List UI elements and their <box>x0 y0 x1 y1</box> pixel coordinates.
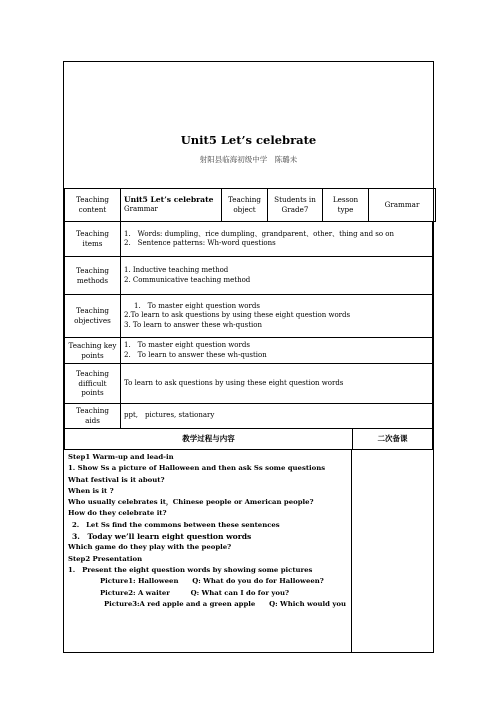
process-line: When is it ? <box>68 486 114 495</box>
info-table <box>64 188 436 222</box>
lesson-type-value: Grammar <box>369 189 436 222</box>
process-line: Picture2: A waiter Q: What can I do for you? <box>100 588 290 597</box>
teaching-key-points-row <box>65 338 433 364</box>
teaching-methods-line: 2. Communicative teaching method <box>124 275 251 284</box>
process-header-right: 二次备课 <box>353 429 433 450</box>
teaching-key-points-value <box>121 338 433 364</box>
teaching-objectives-value <box>121 295 433 338</box>
process-body <box>64 449 433 653</box>
teaching-objectives-line: 3. To learn to answer these wh-qustion <box>124 320 262 329</box>
process-line: Who usually celebrates it，Chinese people or American people? <box>68 498 314 507</box>
teaching-key-points-label: Teaching key points <box>65 338 121 364</box>
teaching-items-value <box>121 222 433 257</box>
lesson-type-label: Lesson type <box>323 189 369 222</box>
process-header-row <box>65 429 433 450</box>
teaching-key-points-line: 1. To master eight question words <box>124 341 250 350</box>
process-line: 3. Today we’ll learn eight question words <box>72 532 252 542</box>
process-header-table <box>64 428 433 450</box>
info-row <box>65 189 436 222</box>
process-line: Step1 Warm-up and lead-in <box>68 453 174 461</box>
teaching-aids-row <box>65 404 433 429</box>
teaching-items-line: 2. Sentence patterns: Wh-word questions <box>124 239 276 247</box>
process-line: Picture3:A red apple and a green apple Q: Which would you <box>104 599 346 608</box>
process-header-left: 教学过程与内容 <box>65 429 353 450</box>
teaching-objectives-line: 1. To master eight question words <box>134 301 260 310</box>
title-block <box>64 62 433 189</box>
process-line: Which game do they play with the people? <box>68 543 232 552</box>
teaching-methods-value <box>121 257 433 295</box>
process-line: 2. Let Ss find the commons between these sentences <box>72 520 280 529</box>
teaching-content-line1: Unit5 Let’s celebrate <box>124 195 214 205</box>
teaching-content-value <box>121 189 222 222</box>
process-line: 1. Present the eight question words by showing some pictures <box>68 565 313 574</box>
teaching-key-points-line: 2. To learn to answer these wh-qustion <box>124 350 267 359</box>
teaching-items-label: Teaching items <box>65 222 121 257</box>
teaching-objectives-line: 2.To learn to ask questions by using these eight question words <box>124 311 351 320</box>
process-line: How do they celebrate it? <box>68 509 167 518</box>
details-table <box>64 221 433 429</box>
lesson-plan-page <box>63 61 434 653</box>
teaching-content-line2: Grammar <box>124 205 158 214</box>
process-line: Picture1: Halloween Q: What do you do for Halloween? <box>100 577 324 586</box>
teaching-objectives-row <box>65 295 433 338</box>
teaching-items-line: 1. Words: dumpling、rice dumpling、grandparent、other、thing and so on <box>124 229 395 238</box>
teaching-methods-line: 1. Inductive teaching method <box>124 266 229 275</box>
teaching-aids-value: ppt, pictures, stationary <box>121 404 433 429</box>
teaching-items-row <box>65 222 433 257</box>
document-title: Unit5 Let’s celebrate <box>180 133 317 147</box>
process-content <box>64 449 352 653</box>
teaching-methods-row <box>65 257 433 295</box>
teaching-object-label: Teaching object <box>222 189 268 222</box>
teaching-objectives-label: Teaching objectives <box>65 295 121 338</box>
teaching-difficult-label: Teaching difficult points <box>65 364 121 404</box>
process-line: Step2 Presentation <box>68 554 143 563</box>
process-line: 1. Show Ss a picture of Halloween and then ask Ss some questions <box>68 464 326 473</box>
process-line: What festival is it about? <box>68 475 165 484</box>
teaching-difficult-row <box>65 364 433 404</box>
teaching-object-value: Students in Grade7 <box>268 189 323 222</box>
teaching-difficult-value: To learn to ask questions by using these eight question words <box>121 364 433 404</box>
teaching-methods-label: Teaching methods <box>65 257 121 295</box>
teaching-content-label: Teaching content <box>65 189 121 222</box>
teaching-aids-label: Teaching aids <box>65 404 121 429</box>
document-subtitle: 射阳县临海初级中学 陈璐未 <box>199 155 298 164</box>
